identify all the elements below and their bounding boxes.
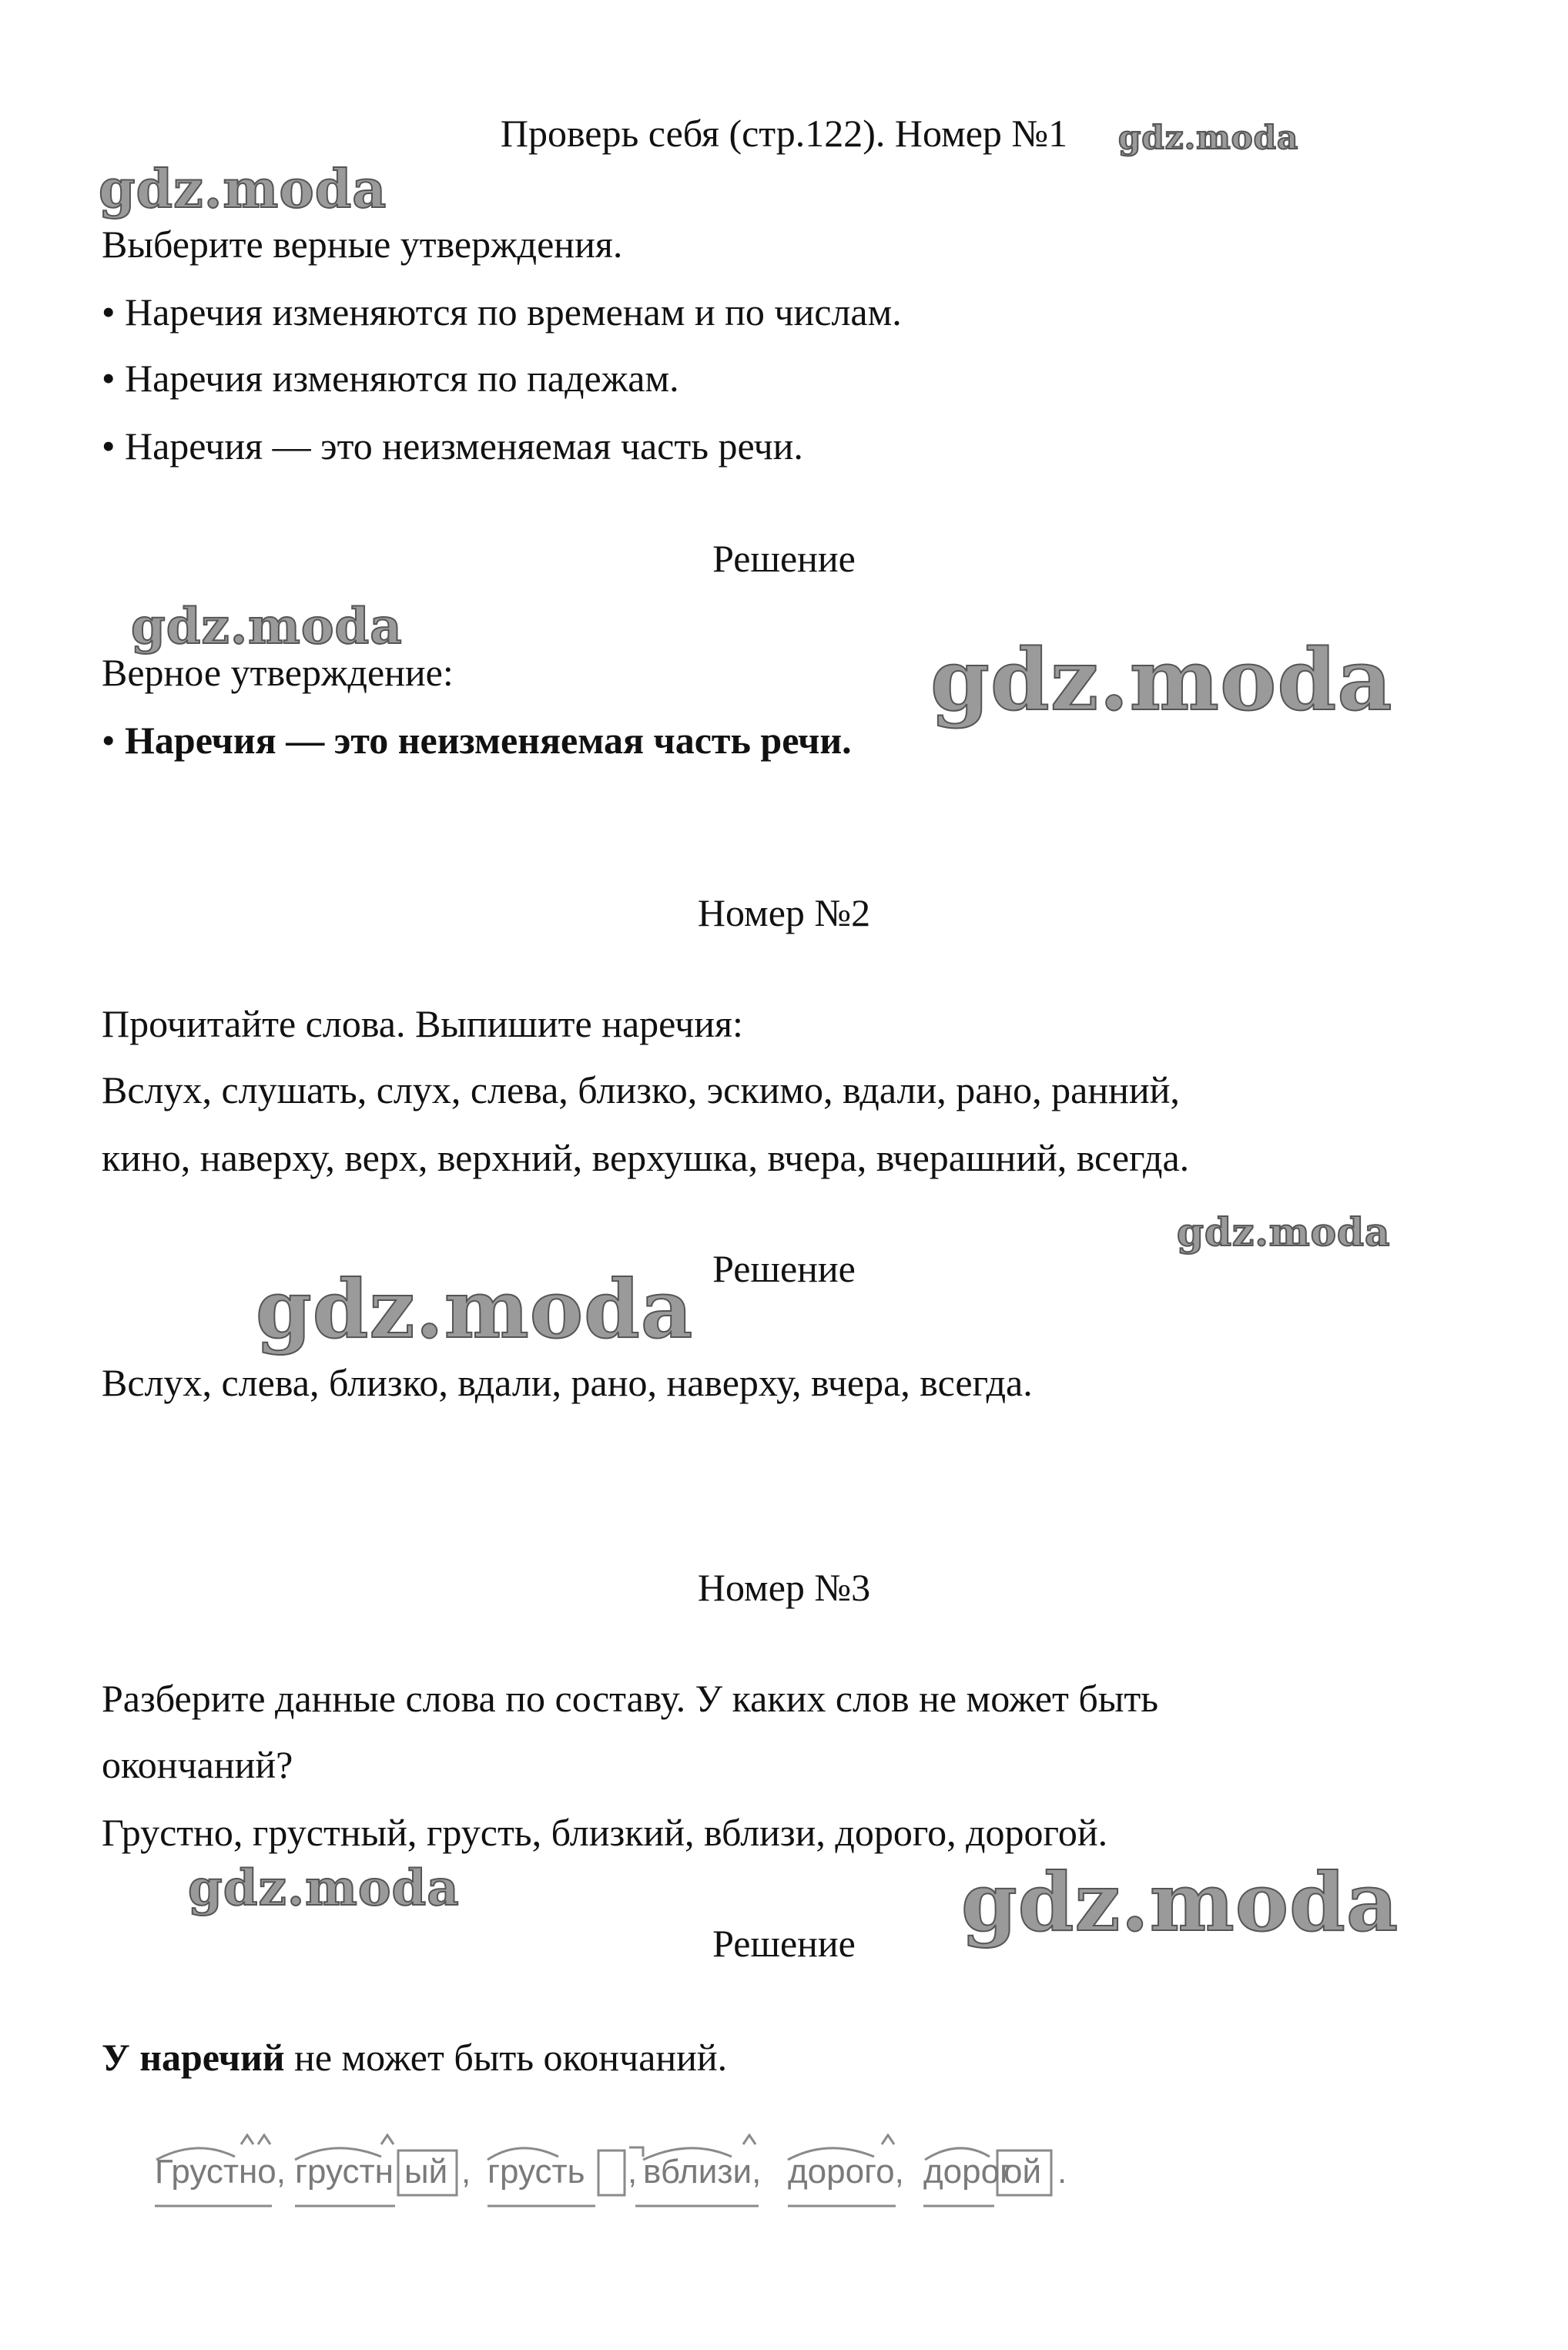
task1-option-2: • Наречия изменяются по падежам. bbox=[102, 357, 679, 400]
task1-answer-intro: Верное утверждение: bbox=[102, 651, 454, 694]
task2-prompt: Прочитайте слова. Выпишите наречия: bbox=[102, 1002, 743, 1045]
parse-dot: . bbox=[1057, 2153, 1067, 2191]
task3-heading: Номер №3 bbox=[697, 1566, 871, 1609]
task2-words-line2: кино, наверху, верх, верхний, верхушка, вчера, вчерашний, всегда. bbox=[102, 1136, 1190, 1179]
parse-word-3: грусть bbox=[487, 2153, 585, 2191]
watermark: gdz.moda bbox=[256, 1262, 694, 1356]
parse-comma: , bbox=[628, 2153, 638, 2191]
task3-answer-bold: У наречий bbox=[102, 2036, 285, 2079]
parse-word-1: Грустно, bbox=[155, 2153, 286, 2191]
task2-solution-label: Решение bbox=[712, 1247, 856, 1290]
parse-word-4: вблизи, bbox=[643, 2153, 762, 2191]
watermark: gdz.moda bbox=[99, 159, 387, 220]
page-title: Проверь себя (стр.122). Номер №1 bbox=[500, 112, 1068, 155]
task2-answer: Вслух, слева, близко, вдали, рано, наверху, вчера, всегда. bbox=[102, 1361, 1033, 1404]
parse-comma: , bbox=[461, 2153, 471, 2191]
watermark: gdz.moda bbox=[930, 630, 1393, 729]
parse-word-5: дорого, bbox=[788, 2153, 904, 2191]
bullet: • bbox=[102, 719, 116, 762]
parse-word-6-stem: дорог bbox=[923, 2153, 1013, 2191]
parse-word-2-ending: ый bbox=[404, 2153, 448, 2191]
morpheme-parsing bbox=[150, 2134, 1151, 2218]
task1-solution-label: Решение bbox=[712, 537, 856, 580]
watermark: gdz.moda bbox=[961, 1855, 1399, 1949]
parse-word-2-stem: грустн bbox=[295, 2153, 394, 2191]
task3-words: Грустно, грустный, грусть, близкий, вблизи, дорого, дорогой. bbox=[102, 1811, 1108, 1854]
task1-option-3: • Наречия — это неизменяемая часть речи. bbox=[102, 424, 803, 468]
parse-word-6-ending: ой bbox=[1003, 2153, 1042, 2191]
watermark: gdz.moda bbox=[1177, 1209, 1391, 1255]
watermark: gdz.moda bbox=[131, 598, 403, 655]
task3-prompt-line2: окончаний? bbox=[102, 1743, 293, 1786]
task3-prompt-line1: Разберите данные слова по составу. У каких слов не может быть bbox=[102, 1677, 1159, 1720]
watermark: gdz.moda bbox=[188, 1859, 460, 1917]
task1-answer bbox=[102, 719, 852, 762]
task1-option-1: • Наречия изменяются по временам и по числам. bbox=[102, 290, 902, 334]
task2-words-line1: Вслух, слушать, слух, слева, близко, эскимо, вдали, рано, ранний, bbox=[102, 1068, 1180, 1111]
task1-answer-bold: Наречия — это неизменяемая часть речи. bbox=[125, 719, 852, 762]
task3-answer bbox=[102, 2038, 727, 2077]
task3-answer-rest: не может быть окончаний. bbox=[284, 2036, 728, 2079]
task1-prompt: Выберите верные утверждения. bbox=[102, 223, 623, 266]
watermark: gdz.moda bbox=[1118, 119, 1299, 156]
task2-heading: Номер №2 bbox=[697, 891, 871, 934]
task3-solution-label: Решение bbox=[712, 1922, 856, 1965]
